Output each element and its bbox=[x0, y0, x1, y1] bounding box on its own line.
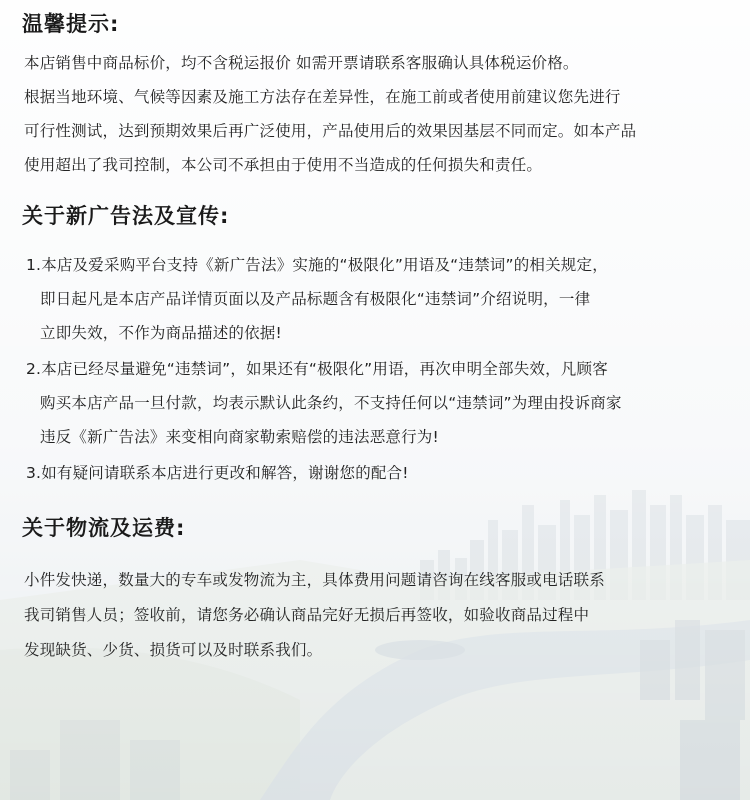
ad-law-title: 关于新广告法及宣传: bbox=[22, 204, 230, 228]
ad-law-line: 立即失效，不作为商品描述的依据! bbox=[40, 324, 282, 342]
logistics-line: 我司销售人员；签收前，请您务必确认商品完好无损后再签收，如验收商品过程中 bbox=[24, 606, 590, 624]
ad-law-line: 违反《新广告法》来变相向商家勒索赔偿的违法恶意行为! bbox=[40, 428, 439, 446]
notice-line: 可行性测试，达到预期效果后再广泛使用，产品使用后的效果因基层不同而定。如本产品 bbox=[24, 122, 637, 140]
logistics-title: 关于物流及运费: bbox=[22, 516, 186, 540]
logistics-line: 小件发快递，数量大的专车或发物流为主，具体费用问题请咨询在线客服或电话联系 bbox=[24, 571, 605, 589]
ad-law-line: 购买本店产品一旦付款，均表示默认此条约，不支持任何以“违禁词”为理由投诉商家 bbox=[40, 394, 622, 412]
ad-law-line: 2.本店已经尽量避免“违禁词”，如果还有“极限化”用语，再次申明全部失效，凡顾客 bbox=[26, 360, 608, 378]
notice-line: 根据当地环境、气候等因素及施工方法存在差异性，在施工前或者使用前建议您先进行 bbox=[24, 88, 621, 106]
ad-law-line: 即日起凡是本店产品详情页面以及产品标题含有极限化“违禁词”介绍说明，一律 bbox=[40, 290, 591, 308]
notice-title: 温馨提示: bbox=[22, 12, 120, 36]
ad-law-line: 1.本店及爱采购平台支持《新广告法》实施的“极限化”用语及“违禁词”的相关规定， bbox=[26, 256, 608, 274]
notice-line: 本店销售中商品标价，均不含税运报价 如需开票请联系客服确认具体税运价格。 bbox=[24, 54, 579, 72]
notice-line: 使用超出了我司控制，本公司不承担由于使用不当造成的任何损失和责任。 bbox=[24, 156, 543, 174]
logistics-line: 发现缺货、少货、损货可以及时联系我们。 bbox=[24, 641, 323, 659]
ad-law-line: 3.如有疑问请联系本店进行更改和解答，谢谢您的配合! bbox=[26, 464, 409, 482]
